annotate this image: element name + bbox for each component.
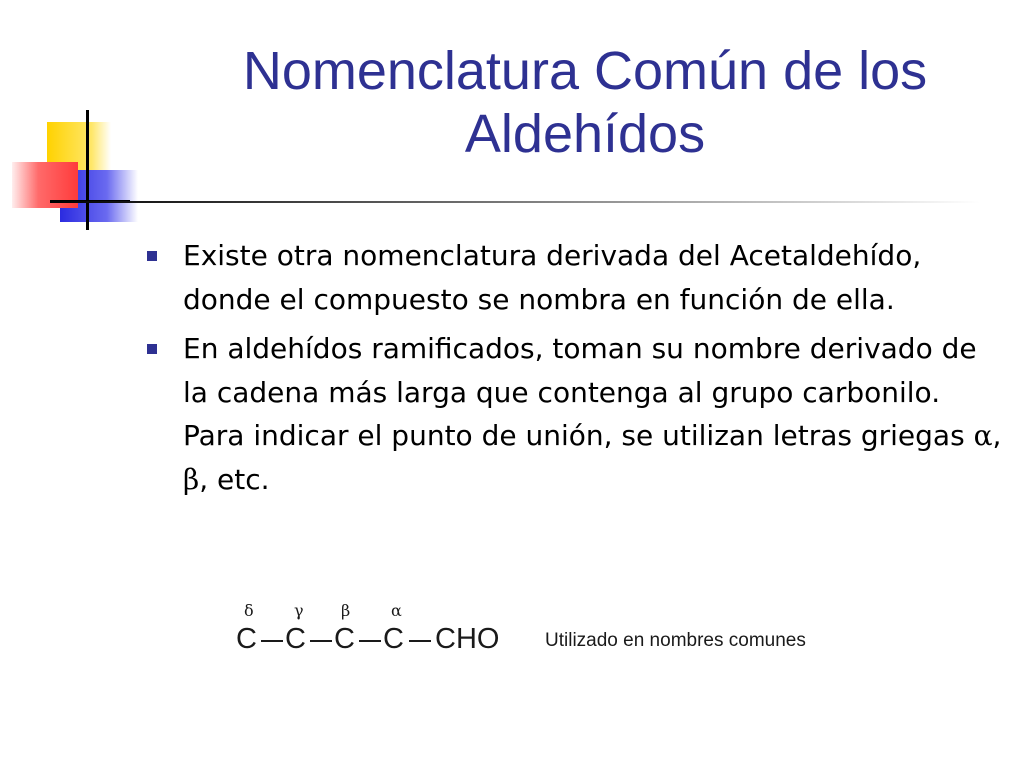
slide-title-line-1: Nomenclatura Común de los xyxy=(242,41,928,101)
chain-atom-c4: C xyxy=(383,623,404,655)
bullet-text: Existe otra nomenclatura derivada del Acetaldehído, donde el compuesto se nombra en función de ella. xyxy=(183,239,922,316)
slide-title xyxy=(150,40,1020,166)
carbon-chain-figure xyxy=(228,598,888,668)
chain-atom-c2: C xyxy=(285,623,306,655)
greek-label-beta: β xyxy=(341,601,351,620)
greek-label-alpha: α xyxy=(391,601,402,620)
bullet-item-1 xyxy=(145,234,1005,321)
title-divider-rule xyxy=(50,201,980,203)
figure-caption: Utilizado en nombres comunes xyxy=(545,630,806,651)
chain-atom-c1: C xyxy=(236,623,257,655)
bullet-item-2 xyxy=(145,327,1005,501)
chain-bond xyxy=(310,640,332,642)
chain-bond xyxy=(359,640,381,642)
slide-title-line-2: Aldehídos xyxy=(464,104,706,164)
greek-beta: β xyxy=(183,462,200,496)
square-bullet-icon xyxy=(147,251,157,261)
corner-ornament xyxy=(0,0,160,240)
greek-label-delta: δ xyxy=(244,601,254,620)
vertical-line-decoration xyxy=(86,110,89,230)
square-bullet-icon xyxy=(147,344,157,354)
bullet-text-end: , etc. xyxy=(199,462,270,496)
chain-atom-cho: CHO xyxy=(435,623,500,655)
greek-label-gamma: γ xyxy=(294,601,304,620)
greek-alpha: α xyxy=(973,419,993,452)
bullet-text: En aldehídos ramificados, toman su nombre derivado de la cadena más larga que contenga al grupo carbonilo. Para indicar el punto de unión, se utilizan letras griegas xyxy=(183,332,977,452)
chain-bond xyxy=(409,640,431,642)
bullet-list xyxy=(145,234,1005,507)
chain-bond xyxy=(261,640,283,642)
greek-separator: , xyxy=(992,419,1002,452)
chain-atom-c3: C xyxy=(334,623,355,655)
